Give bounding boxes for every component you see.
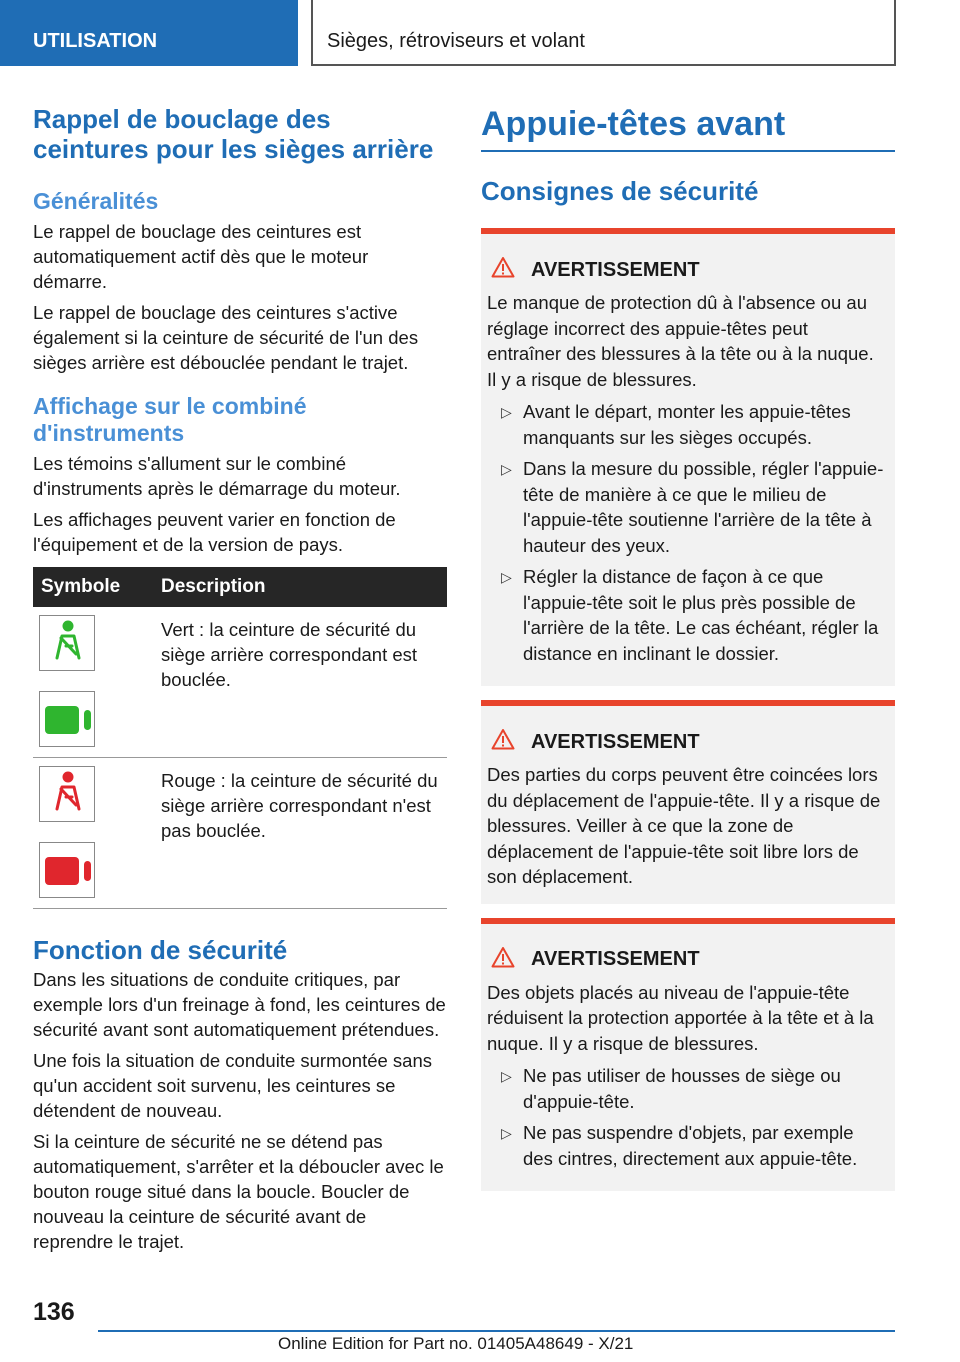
chapter-label: Sièges, rétroviseurs et volant bbox=[327, 30, 585, 52]
safety-paragraph-3: Si la ceinture de sécurité ne se détend pas automatiquement, s'arrêter et la déboucler avec le bouton rouge situé dans la boucle. Boucler de nouveau la ceinture de sécurité avant de reprendre le trajet. bbox=[33, 1131, 444, 1252]
arrow-right-icon: ▷ bbox=[501, 569, 512, 585]
display-paragraph-1: Les témoins s'allument sur le combiné d'instruments après le démarrage du moteur. bbox=[33, 453, 401, 499]
reminder-heading: Rappel de bouclage des ceintures pour les sièges arrière bbox=[33, 104, 434, 164]
list-item-text: Régler la distance de façon à ce que l'appuie-tête soit le plus près possible de l'arrière de la tête. Le cas échéant, régler la distance en inclinant le dossier. bbox=[523, 566, 879, 664]
list-item bbox=[487, 1120, 887, 1171]
arrow-right-icon: ▷ bbox=[501, 1125, 512, 1141]
list-item-text: Ne pas suspendre d'objets, par exemple des cintres, directement aux appuie-tête. bbox=[523, 1122, 858, 1169]
general-paragraph-1: Le rappel de bouclage des ceintures est automatiquement actif dès que le moteur démarre. bbox=[33, 221, 369, 292]
right-column bbox=[481, 102, 895, 1191]
warning-box bbox=[481, 228, 895, 686]
consignes-heading: Consignes de sécurité bbox=[481, 176, 759, 206]
display-heading: Affichage sur le combiné d'instruments bbox=[33, 393, 307, 446]
footer-edition: Online Edition for Part no. 01405A48649 - X/21 bbox=[278, 1334, 634, 1353]
seat-status-icon bbox=[39, 842, 95, 898]
warning-triangle-icon bbox=[491, 256, 519, 284]
warning-text: Le manque de protection dû à l'absence ou au réglage incorrect des appuie-têtes peut entraîner des blessures à la tête ou à la nuque. Il y a risque de blessures. bbox=[487, 292, 874, 390]
warning-box bbox=[481, 918, 895, 1192]
warning-triangle-icon bbox=[491, 946, 519, 974]
warning-label: AVERTISSEMENT bbox=[531, 258, 700, 281]
chapter-tab bbox=[311, 0, 896, 66]
page-title: Appuie-têtes avant bbox=[481, 102, 895, 152]
page-number: 136 bbox=[33, 1298, 75, 1326]
symbol-table bbox=[33, 567, 447, 909]
description-column-header: Description bbox=[155, 567, 447, 607]
arrow-right-icon: ▷ bbox=[501, 461, 512, 477]
warning-text: Des parties du corps peuvent être coincées lors du déplacement de l'appuie-tête. Il y a risque de blessures. Veiller à ce que la zone de déplacement de l'appuie-tête soit libre lors de son déplacement. bbox=[487, 764, 881, 887]
list-item bbox=[487, 564, 887, 666]
warning-box bbox=[481, 700, 895, 904]
list-item bbox=[487, 1063, 887, 1114]
warning-triangle-icon bbox=[491, 728, 519, 756]
table-row bbox=[33, 607, 447, 758]
warning-list bbox=[487, 1063, 887, 1171]
table-row bbox=[33, 758, 447, 909]
safety-heading: Fonction de sécurité bbox=[33, 935, 288, 965]
section-label: UTILISATION bbox=[33, 30, 158, 52]
general-heading: Généralités bbox=[33, 188, 159, 214]
list-item bbox=[487, 399, 887, 450]
section-tab bbox=[0, 0, 298, 66]
footer-divider bbox=[98, 1330, 895, 1332]
seatbelt-icon bbox=[39, 766, 95, 822]
list-item-text: Avant le départ, monter les appuie-têtes manquants sur les sièges occupés. bbox=[523, 401, 851, 448]
seat-status-icon bbox=[39, 691, 95, 747]
seatbelt-icon bbox=[39, 615, 95, 671]
list-item-text: Dans la mesure du possible, régler l'appuie-tête de manière à ce que le milieu de l'appuie-tête soutienne l'arrière de la tête à hauteur des yeux. bbox=[523, 458, 884, 556]
warning-label: AVERTISSEMENT bbox=[531, 730, 700, 753]
safety-paragraph-1: Dans les situations de conduite critiques, par exemple lors d'un freinage à fond, les ceintures de sécurité avant sont automatiquement prétendues. bbox=[33, 969, 446, 1040]
warning-label: AVERTISSEMENT bbox=[531, 948, 700, 970]
row-description: Rouge : la ceinture de sécurité du siège arrière correspondant n'est pas bouclée. bbox=[155, 758, 447, 909]
display-paragraph-2: Les affichages peuvent varier en fonction de l'équipement et de la version de pays. bbox=[33, 509, 396, 555]
symbol-column-header: Symbole bbox=[33, 567, 155, 607]
arrow-right-icon: ▷ bbox=[501, 1068, 512, 1084]
warning-list bbox=[487, 399, 887, 666]
row-description: Vert : la ceinture de sécurité du siège arrière correspondant est bouclée. bbox=[155, 607, 447, 758]
list-item-text: Ne pas utiliser de housses de siège ou d'appuie-tête. bbox=[523, 1065, 841, 1112]
safety-paragraph-2: Une fois la situation de conduite surmontée sans qu'un accident soit survenu, les ceintures se détendent de nouveau. bbox=[33, 1050, 433, 1121]
warning-text: Des objets placés au niveau de l'appuie-tête réduisent la protection apportée à la tête et à la nuque. Il y a risque de blessures. bbox=[487, 981, 874, 1054]
general-paragraph-2: Le rappel de bouclage des ceintures s'active également si la ceinture de sécurité de l'un des sièges arrière est débouclée pendant le trajet. bbox=[33, 302, 419, 373]
arrow-right-icon: ▷ bbox=[501, 404, 512, 420]
list-item bbox=[487, 456, 887, 558]
left-column bbox=[33, 104, 447, 1254]
